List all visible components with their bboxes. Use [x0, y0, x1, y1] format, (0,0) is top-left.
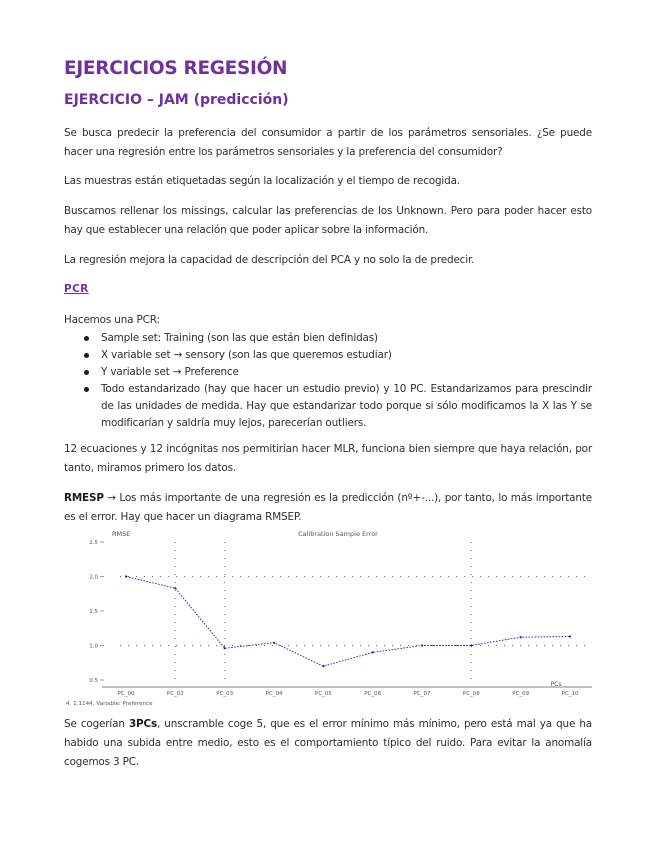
exercise-subtitle: EJERCICIO – JAM (predicción)	[64, 92, 289, 108]
chart-point	[421, 644, 423, 646]
chart-x-tick-label: PC_00	[117, 691, 135, 697]
chart-series-line	[126, 577, 570, 667]
chart-point	[125, 575, 127, 577]
chart-x-ticks	[118, 691, 579, 697]
chart-point	[174, 587, 176, 589]
chart-x-tick-label: PC_10	[561, 691, 579, 697]
chart-points	[125, 575, 571, 667]
conclusion-pcs: 3PCs	[128, 718, 158, 730]
rmesp-term: RMESP	[64, 492, 104, 504]
paragraph-conclusion	[64, 715, 592, 772]
list-item: Sample set: Training (son las que están bien definidas)	[64, 330, 592, 347]
chart-y-tick-label: 2.0	[89, 574, 98, 581]
conclusion-text: , unscramble coge 5, que es el error mínimo más mínimo, pero está mal ya que ha habido una subida entre medio, esto es el comportamiento típico del ruido. Para evitar la anomalía cogemos 3 PC.	[64, 718, 593, 768]
paragraph-labels: Las muestras están etiquetadas según la localización y el tiempo de recogida.	[64, 175, 460, 187]
chart-title: Calibration Sample Error	[298, 530, 378, 538]
chart-y-tick-label: 0.5	[89, 678, 98, 684]
paragraph-mlr: 12 ecuaciones y 12 incógnitas nos permitirían hacer MLR, funciona bien siempre que haya relación, por tanto, miramos primero los datos.	[64, 443, 592, 474]
chart-point	[470, 644, 472, 646]
chart-legend: 4. 1.1144, Variable: Preference	[66, 701, 153, 707]
pcr-settings-list	[64, 330, 592, 432]
document-title: EJERCICIOS REGESIÓN	[64, 58, 288, 79]
pcr-heading: PCR	[64, 283, 89, 295]
rmsep-chart	[62, 528, 592, 708]
list-item: X variable set → sensory (son las que queremos estudiar)	[64, 347, 592, 364]
chart-y-label: RMSE	[112, 530, 131, 538]
chart-point	[322, 665, 324, 667]
chart-y-tick-label: 1.5	[89, 609, 98, 615]
chart-x-tick-label: PC_04	[265, 691, 283, 697]
chart-point	[520, 636, 522, 638]
list-item: Todo estandarizado (hay que hacer un estudio previo) y 10 PC. Estandarizamos para prescindir de las unidades de medida. Hay que estandarizar todo porque si sólo modificamos la X las Y se modificarían y saldría muy lejos, parecerían outliers.	[64, 381, 592, 432]
chart-point	[372, 651, 374, 653]
chart-y-tick-label: 1.0	[89, 643, 98, 650]
chart-x-tick-label: PC_06	[364, 691, 382, 697]
chart-x-tick-label: PC_08	[462, 691, 480, 697]
chart-x-tick-label: PC_09	[512, 691, 530, 697]
paragraph-missings: Buscamos rellenar los missings, calcular las preferencias de los Unknown. Pero para poder hacer esto hay que establecer una relación que poder aplicar sobre la información.	[64, 205, 592, 236]
rmesp-text: → Los más importante de una regresión es la predicción (nº+-...), por tanto, lo más importante es el error. Hay que hacer un diagrama RMSEP.	[64, 492, 592, 523]
conclusion-start: Se cogerían	[64, 718, 129, 730]
chart-point	[273, 642, 275, 644]
paragraph-pca: La regresión mejora la capacidad de descripción del PCA y no solo la de predecir.	[64, 254, 475, 266]
chart-x-tick-label: PC_03	[216, 691, 234, 697]
paragraph-intro: Se busca predecir la preferencia del consumidor a partir de los parámetros sensoriales. ¿Se puede hacer una regresión entre los parámetros sensoriales y la preferencia del consumidor?	[64, 127, 592, 158]
chart-x-tick-label: PC_02	[166, 691, 184, 697]
chart-y-tick-label: 2.5	[89, 540, 98, 546]
chart-point	[569, 635, 571, 637]
chart-y-ticks	[89, 540, 104, 684]
chart-x-tick-label: PC_05	[314, 691, 332, 697]
list-item: Y variable set → Preference	[64, 364, 592, 381]
paragraph-rmsep	[64, 489, 592, 527]
paragraph-pcr: Hacemos una PCR:	[64, 314, 160, 326]
chart-x-tick-label: PC_07	[413, 691, 431, 697]
chart-x-label: PCs	[550, 681, 562, 688]
chart-grid	[102, 542, 592, 687]
chart-point	[224, 647, 226, 649]
